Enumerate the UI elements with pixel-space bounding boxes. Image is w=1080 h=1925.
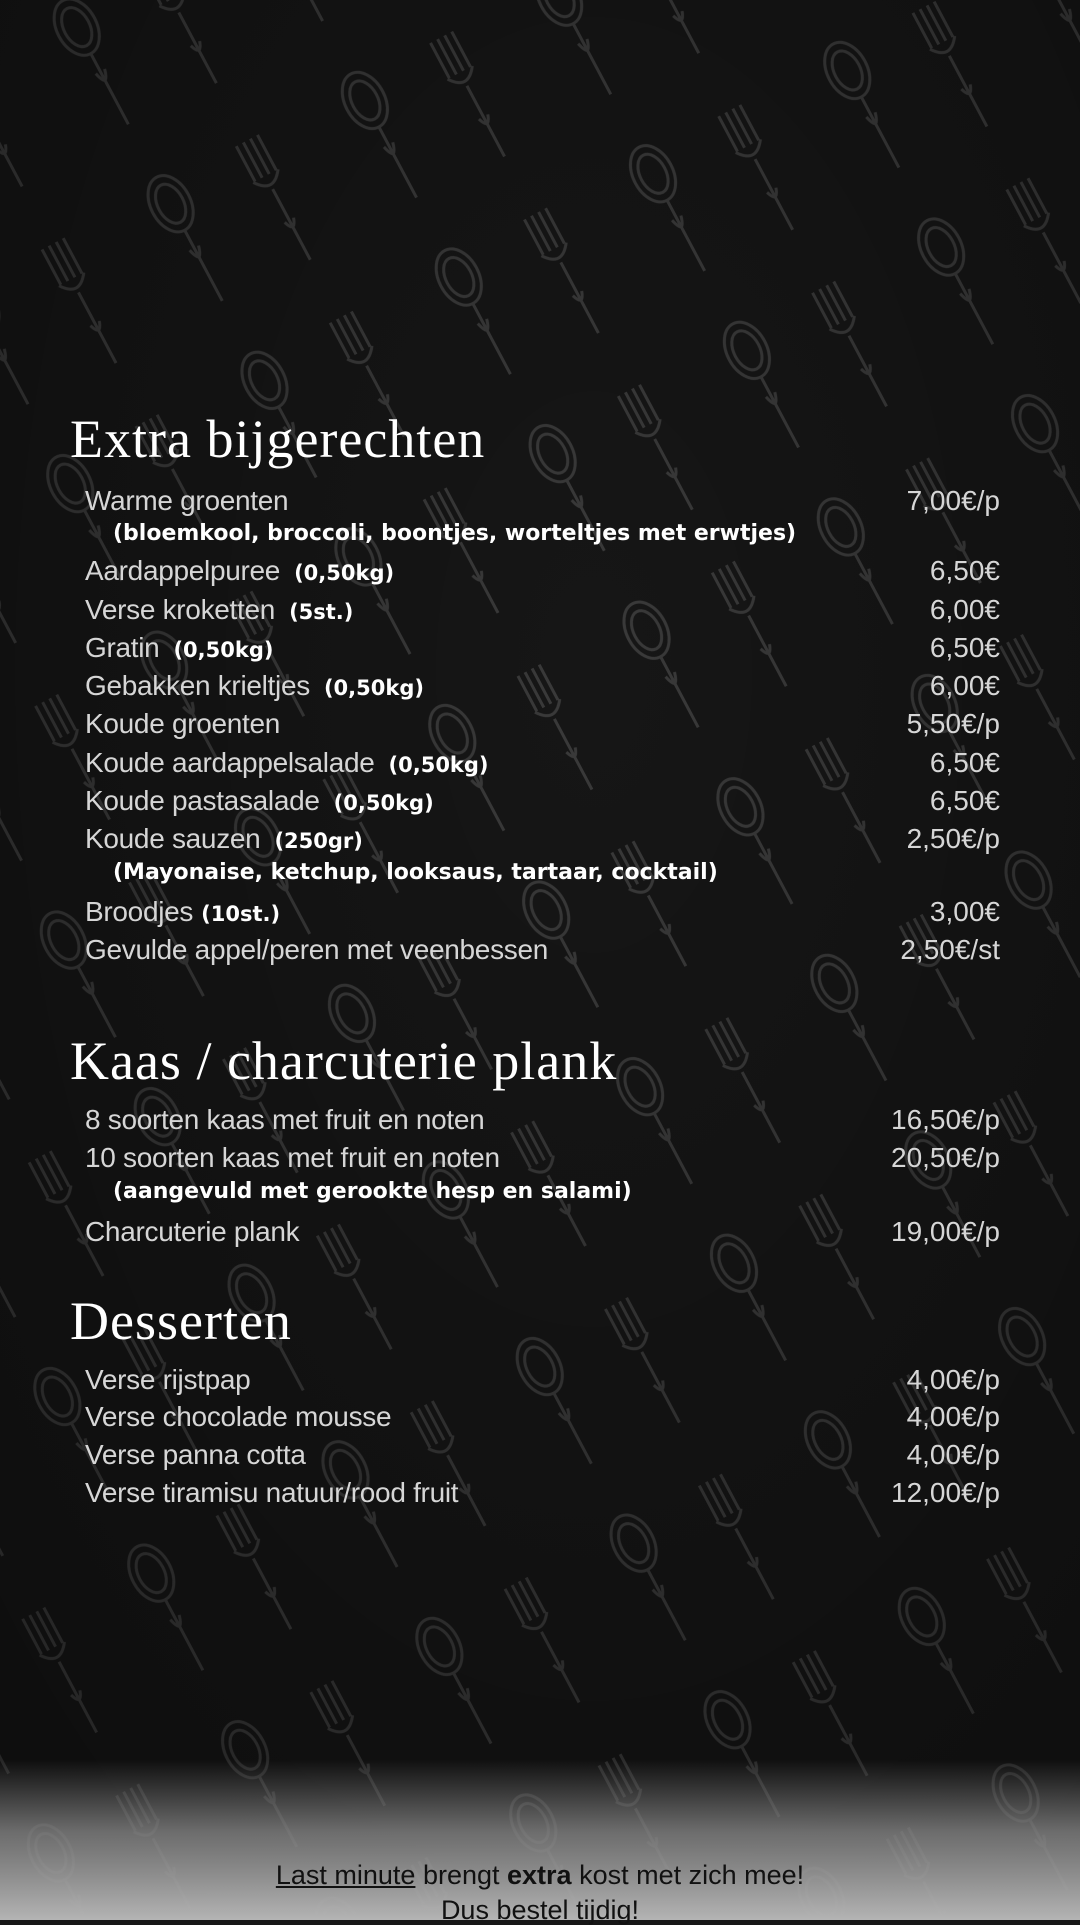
menu-item	[85, 487, 1000, 521]
item-price: 6,00€	[929, 594, 1000, 625]
menu-item	[85, 936, 1000, 970]
menu-item	[85, 710, 1000, 744]
menu-item	[85, 825, 1000, 859]
item-price: 6,00€	[929, 670, 1000, 701]
footer-last-minute: Last minute	[275, 1860, 416, 1890]
item-price: 6,50€	[929, 747, 1000, 778]
item-price: 4,00€/p	[906, 1401, 1000, 1432]
menu-item	[85, 596, 1000, 630]
item-name: Warme groenten	[85, 485, 289, 516]
item-quantity: (0,50kg)	[388, 753, 489, 777]
item-price: 7,00€/p	[906, 485, 1000, 516]
item-quantity: (0,50kg)	[323, 676, 424, 700]
item-name: Koude groenten	[85, 708, 281, 739]
menu-item	[85, 1144, 1000, 1178]
menu-item	[85, 1479, 1000, 1513]
section-title-kaas-charcuterie: Kaas / charcuterie plank	[70, 1031, 618, 1091]
item-name: Gebakken krieltjes	[85, 670, 310, 701]
section-title-extra-bijgerechten: Extra bijgerechten	[70, 409, 486, 469]
footer-extra: extra	[507, 1860, 572, 1890]
item-quantity: (10st.)	[201, 902, 281, 926]
item-price: 3,00€	[929, 896, 1000, 927]
item-name: Aardappelpuree	[85, 555, 281, 586]
menu-item	[85, 1106, 1000, 1140]
item-price: 6,50€	[929, 632, 1000, 663]
item-quantity: (5st.)	[289, 600, 354, 624]
item-note: (Mayonaise, ketchup, looksaus, tartaar, cocktail)	[113, 860, 718, 885]
item-name: Charcuterie plank	[85, 1216, 300, 1247]
item-name: Verse rijstpap	[85, 1364, 251, 1395]
item-price: 5,50€/p	[906, 708, 1000, 739]
item-name: Verse tiramisu natuur/rood fruit	[85, 1477, 459, 1508]
item-price: 4,00€/p	[906, 1364, 1000, 1395]
item-name: Gevulde appel/peren met veenbessen	[85, 934, 549, 965]
section-title-desserten: Desserten	[70, 1291, 292, 1351]
menu-item	[85, 634, 1000, 668]
item-price: 4,00€/p	[906, 1439, 1000, 1470]
menu-item	[85, 1403, 1000, 1437]
menu-item	[85, 749, 1000, 783]
menu-item	[85, 557, 1000, 591]
item-price: 6,50€	[929, 785, 1000, 816]
footer-rest: kost met zich mee!	[579, 1860, 805, 1890]
menu-item	[85, 1366, 1000, 1400]
item-price: 19,00€/p	[891, 1216, 1000, 1247]
item-note: (bloemkool, broccoli, boontjes, worteltjes met erwtjes)	[113, 521, 797, 546]
item-name: Verse kroketten	[85, 594, 276, 625]
item-price: 20,50€/p	[891, 1142, 1000, 1173]
item-name: Broodjes	[85, 896, 194, 927]
footer-line-2: Dus bestel tijdig!	[440, 1895, 640, 1925]
item-name: Verse chocolade mousse	[85, 1401, 392, 1432]
item-price: 12,00€/p	[891, 1477, 1000, 1508]
item-name: Gratin	[85, 632, 160, 663]
menu-item	[85, 1218, 1000, 1252]
item-note: (aangevuld met gerookte hesp en salami)	[113, 1179, 632, 1204]
menu-item	[85, 787, 1000, 821]
item-quantity: (0,50kg)	[333, 791, 434, 815]
item-quantity: (250gr)	[274, 829, 363, 853]
item-name: Koude sauzen	[85, 823, 261, 854]
item-name: Koude pastasalade	[85, 785, 320, 816]
item-name: Verse panna cotta	[85, 1439, 306, 1470]
item-name: Koude aardappelsalade	[85, 747, 375, 778]
item-name: 8 soorten kaas met fruit en noten	[85, 1104, 485, 1135]
item-price: 2,50€/st	[900, 934, 1000, 965]
item-price: 6,50€	[929, 555, 1000, 586]
footer-brengt: brengt	[422, 1860, 500, 1890]
item-quantity: (0,50kg)	[294, 561, 395, 585]
footer-line-1	[0, 1862, 1080, 1889]
menu-item	[85, 1441, 1000, 1475]
item-price: 16,50€/p	[891, 1104, 1000, 1135]
item-quantity: (0,50kg)	[173, 638, 274, 662]
item-name: 10 soorten kaas met fruit en noten	[85, 1142, 500, 1173]
menu-item	[85, 898, 1000, 932]
menu-item	[85, 672, 1000, 706]
item-price: 2,50€/p	[906, 823, 1000, 854]
